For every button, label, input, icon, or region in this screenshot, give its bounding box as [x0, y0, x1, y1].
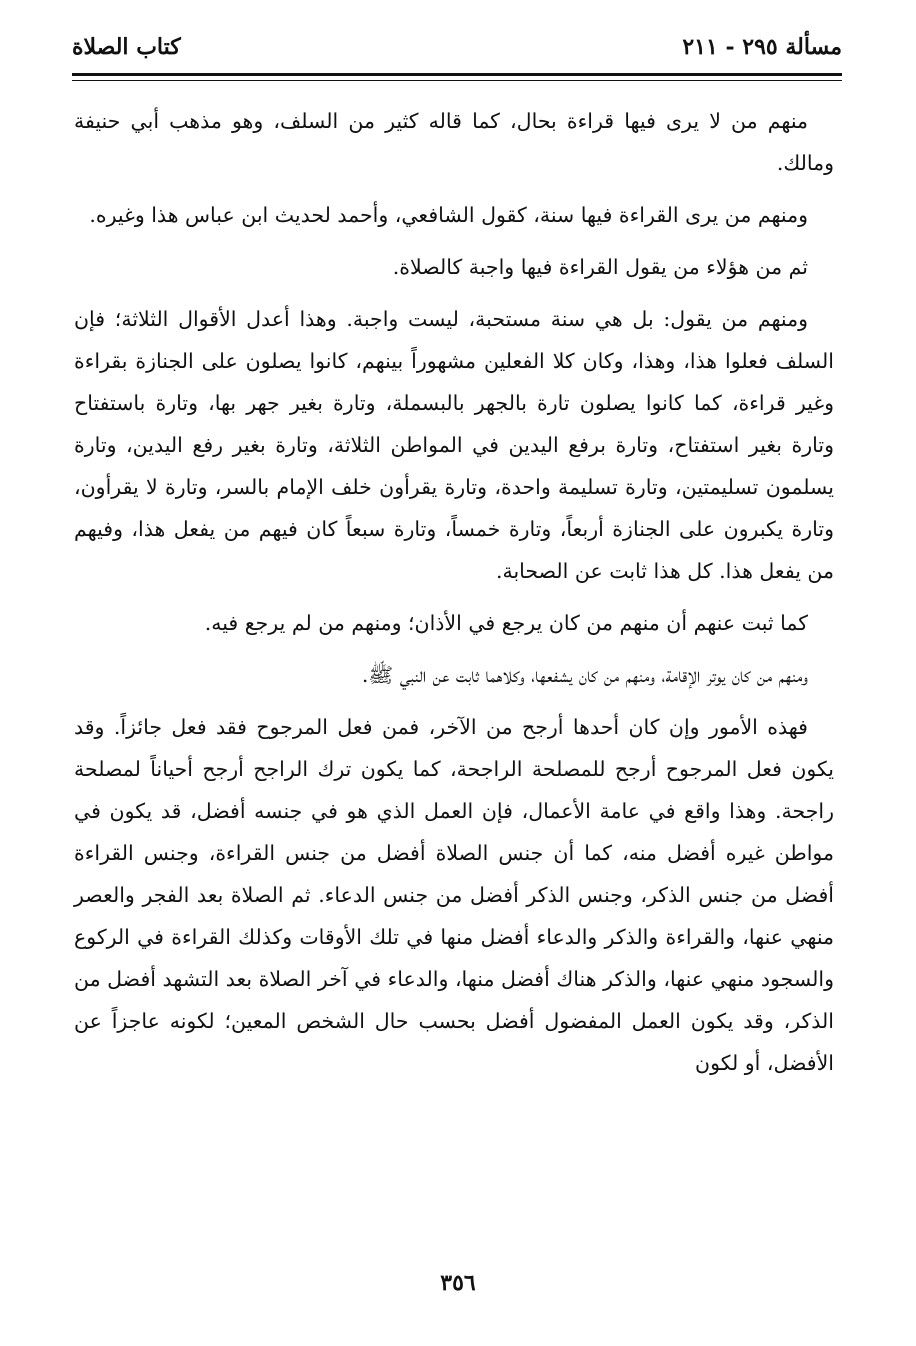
page-number: ٣٥٦: [440, 1270, 476, 1296]
paragraph: ومنهم من كان يوتر الإقامة، ومنهم من كان يشفعها، وكلاهما ثابت عن النبي ﷺ.: [361, 663, 808, 687]
paragraph: منهم من لا يرى فيها قراءة بحال، كما قاله كثير من السلف، وهو مذهب أبي حنيفة ومالك.: [74, 109, 834, 175]
header-rule-thick: [72, 73, 842, 76]
main-text: [74, 100, 834, 1094]
paragraph: فهذه الأمور وإن كان أحدها أرجح من الآخر، فمن فعل المرجوح فقد فعل جائزاً. وقد يكون فعل المرجوح أرجح للمصلحة الراجحة، كما يكون ترك الراجح أرجح أحياناً لمصلحة راجحة. وهذا واقع في عامة الأعمال، فإن العمل الذي هو في جنسه أفضل، قد يكون في مواطن غيره أفضل منه، كما أن جنس الصلاة أفضل من جنس القراءة، وجنس القراءة أفضل من جنس الذكر، وجنس الذكر أفضل من جنس الدعاء. ثم الصلاة بعد الفجر والعصر منهي عنها، والقراءة والذكر والدعاء أفضل منها في تلك الأوقات وكذلك القراءة في الركوع والسجود منهي عنها، والذكر هناك أفضل منها، والدعاء في آخر الصلاة بعد التشهد أفضل من الذكر، وقد يكون العمل المفضول أفضل بحسب حال الشخص المعين؛ لكونه عاجزاً عن الأفضل، أو لكون: [74, 715, 834, 1075]
header-rule-thin: [72, 80, 842, 81]
running-header: [72, 30, 842, 70]
chapter-title: كتاب الصلاة: [72, 34, 181, 60]
paragraph: ثم من هؤلاء من يقول القراءة فيها واجبة كالصلاة.: [392, 255, 808, 279]
paragraph: ومنهم من يرى القراءة فيها سنة، كقول الشافعي، وأحمد لحديث ابن عباس هذا وغيره.: [89, 203, 808, 227]
paragraph: ومنهم من يقول: بل هي سنة مستحبة، ليست واجبة. وهذا أعدل الأقوال الثلاثة؛ فإن السلف فعلوا هذا، وهذا، وكان كلا الفعلين مشهوراً بينهم، كانوا يصلون على الجنازة بقراءة وغير قراءة، كما كانوا يصلون تارة بالجهر بالبسملة، وتارة بغير جهر بها، وتارة باستفتاح وتارة بغير استفتاح، وتارة برفع اليدين في المواطن الثلاثة، وتارة بغير رفع اليدين، وتارة يسلمون تسليمتين، وتارة تسليمة واحدة، وتارة يقرأون خلف الإمام بالسر، وتارة لا يقرأون، وتارة يكبرون على الجنازة أربعاً، وتارة خمساً، وتارة سبعاً كان فيهم من يفعل هذا، وفيهم من يفعل هذا. كل هذا ثابت عن الصحابة.: [74, 307, 834, 583]
issue-number: مسألة ٢٩٥ - ٢١١: [682, 34, 842, 60]
paragraph: كما ثبت عنهم أن منهم من كان يرجع في الأذان؛ ومنهم من لم يرجع فيه.: [204, 611, 808, 635]
